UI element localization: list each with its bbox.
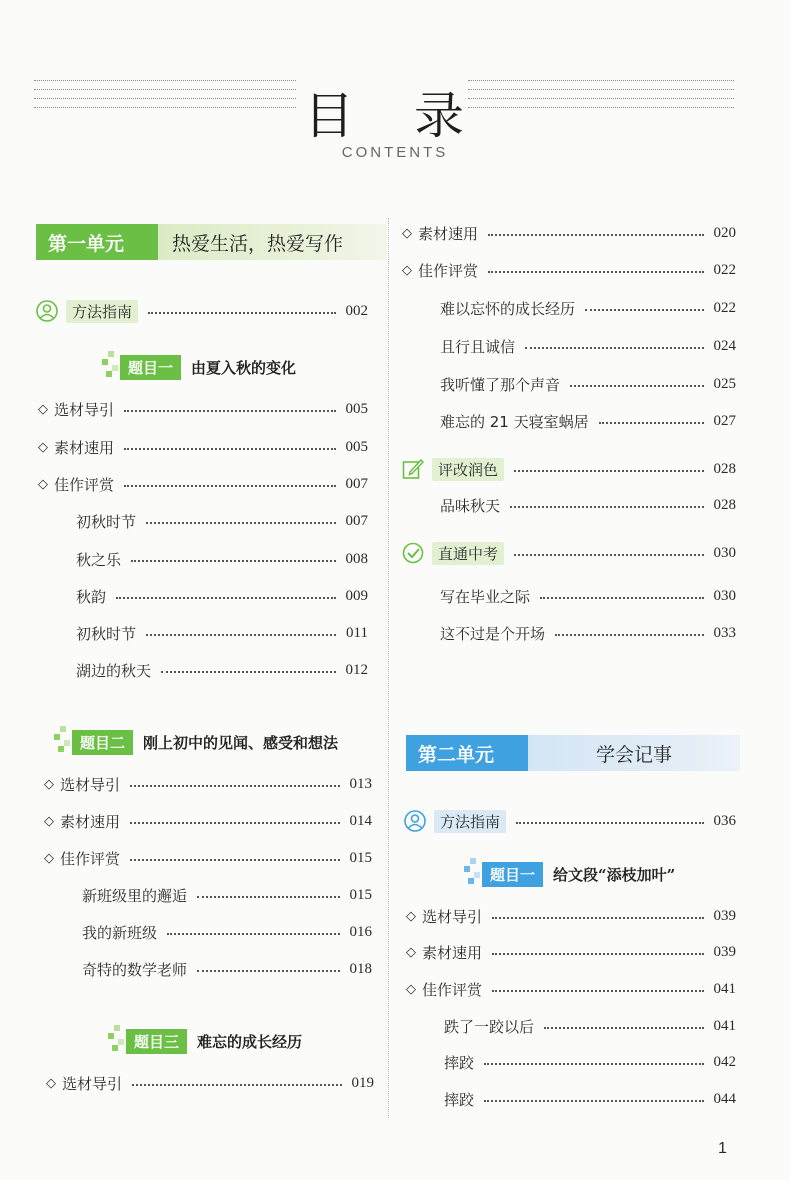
toc-subrow[interactable]: 这不过是个开场 033: [440, 624, 736, 643]
toc-subrow[interactable]: 秋韵 009: [76, 587, 368, 606]
toc-row[interactable]: ◇ 素材速用 014: [44, 812, 372, 831]
diamond-icon: ◇: [38, 476, 48, 492]
topic-tag: 题目一: [120, 355, 181, 380]
toc-row-exam[interactable]: [402, 542, 736, 564]
topic-title: 给文段“添枝加叶”: [553, 865, 676, 884]
toc-row[interactable]: ◇ 佳作评赏 007: [38, 475, 368, 494]
toc-subrow[interactable]: 新班级里的邂逅 015: [82, 886, 372, 905]
topic-tag: 题目三: [126, 1029, 187, 1054]
unit-2-title: 学会记事: [528, 735, 740, 771]
diamond-icon: ◇: [406, 908, 416, 924]
diamond-icon: ◇: [44, 813, 54, 829]
pixel-decor: [460, 858, 482, 888]
pixel-decor: [98, 351, 120, 381]
person-icon: [404, 810, 426, 832]
diamond-icon: ◇: [46, 1075, 56, 1091]
toc-subrow[interactable]: 且行且诚信 024: [440, 337, 736, 356]
leader-dots: [514, 470, 703, 472]
toc-row-revise[interactable]: [402, 458, 736, 480]
toc-row[interactable]: ◇ 选材导引 005: [38, 400, 368, 419]
diamond-icon: ◇: [44, 850, 54, 866]
unit-1-title: 热爱生活，热爱写作: [158, 224, 386, 260]
diamond-icon: ◇: [406, 944, 416, 960]
page-title: 目 录: [304, 87, 486, 145]
toc-row[interactable]: ◇ 佳作评赏 022: [402, 261, 736, 280]
toc-row[interactable]: ◇ 选材导引 039: [406, 907, 736, 926]
leader-dots: [516, 822, 703, 824]
diamond-icon: ◇: [44, 776, 54, 792]
topic-title: 刚上初中的见闻、感受和想法: [143, 733, 339, 752]
toc-row[interactable]: ◇ 选材导引 013: [44, 775, 372, 794]
toc-subrow[interactable]: 我听懂了那个声音 025: [440, 375, 736, 394]
toc-text: 直通中考: [432, 542, 504, 565]
toc-row-method[interactable]: [36, 300, 368, 322]
topic-1-heading: [120, 355, 296, 379]
page-subtitle: CONTENTS: [341, 144, 449, 161]
topic-tag: 题目二: [72, 730, 133, 755]
topic-3-heading: [126, 1029, 302, 1053]
toc-row-method-2[interactable]: [404, 810, 736, 832]
toc-subrow[interactable]: 奇特的数学老师 018: [82, 960, 372, 979]
pixel-decor: [104, 1025, 126, 1055]
toc-subrow[interactable]: 难忘的 21 天寝室蜗居 027: [440, 412, 736, 431]
leader-dots: [514, 554, 703, 556]
topic-r1-heading: [482, 862, 675, 886]
toc-row[interactable]: ◇ 素材速用 020: [402, 224, 736, 243]
toc-text: 方法指南: [434, 810, 506, 833]
toc-page: 028: [713, 460, 736, 477]
topic-2-heading: [72, 730, 338, 754]
diamond-icon: ◇: [402, 225, 412, 241]
page-number: 1: [718, 1140, 727, 1157]
edit-icon: [402, 458, 424, 480]
toc-subrow[interactable]: 品味秋天 028: [440, 496, 736, 515]
topic-title: 由夏入秋的变化: [191, 358, 297, 377]
column-divider: [388, 218, 389, 1118]
unit-2-banner: [406, 735, 740, 771]
toc-row[interactable]: ◇ 佳作评赏 041: [406, 980, 736, 999]
diamond-icon: ◇: [38, 401, 48, 417]
pixel-decor: [50, 726, 72, 756]
toc-row[interactable]: ◇ 选材导引 019: [46, 1074, 374, 1093]
toc-row[interactable]: ◇ 佳作评赏 015: [44, 849, 372, 868]
toc-subrow[interactable]: 湖边的秋天 012: [76, 661, 368, 680]
person-icon: [36, 300, 58, 322]
toc-subrow[interactable]: 我的新班级 016: [82, 923, 372, 942]
toc-row[interactable]: ◇ 素材速用 039: [406, 943, 736, 962]
diamond-icon: ◇: [38, 439, 48, 455]
topic-tag: 题目一: [482, 862, 543, 887]
toc-subrow[interactable]: 初秋时节 007: [76, 512, 368, 531]
diamond-icon: ◇: [406, 981, 416, 997]
toc-subrow[interactable]: 跌了一跤以后 041: [444, 1017, 736, 1036]
unit-2-label: 第二单元: [406, 735, 528, 771]
toc-subrow[interactable]: 秋之乐 008: [76, 550, 368, 569]
leader-dots: [148, 312, 335, 314]
toc-text: 方法指南: [66, 300, 138, 323]
toc-page: 002: [345, 302, 368, 319]
toc-row[interactable]: ◇ 素材速用 005: [38, 438, 368, 457]
toc-page: 036: [713, 812, 736, 829]
toc-subrow[interactable]: 摔跤 042: [444, 1053, 736, 1072]
toc-subrow[interactable]: 摔跤 044: [444, 1090, 736, 1109]
unit-1-label: 第一单元: [36, 224, 158, 260]
toc-subrow[interactable]: 初秋时节 011: [76, 624, 368, 643]
check-icon: [402, 542, 424, 564]
toc-subrow[interactable]: 难以忘怀的成长经历 022: [440, 299, 736, 318]
toc-text: 评改润色: [432, 458, 504, 481]
toc-page: 030: [713, 544, 736, 561]
unit-1-banner: [36, 224, 386, 260]
topic-title: 难忘的成长经历: [197, 1032, 303, 1051]
diamond-icon: ◇: [402, 262, 412, 278]
toc-subrow[interactable]: 写在毕业之际 030: [440, 587, 736, 606]
